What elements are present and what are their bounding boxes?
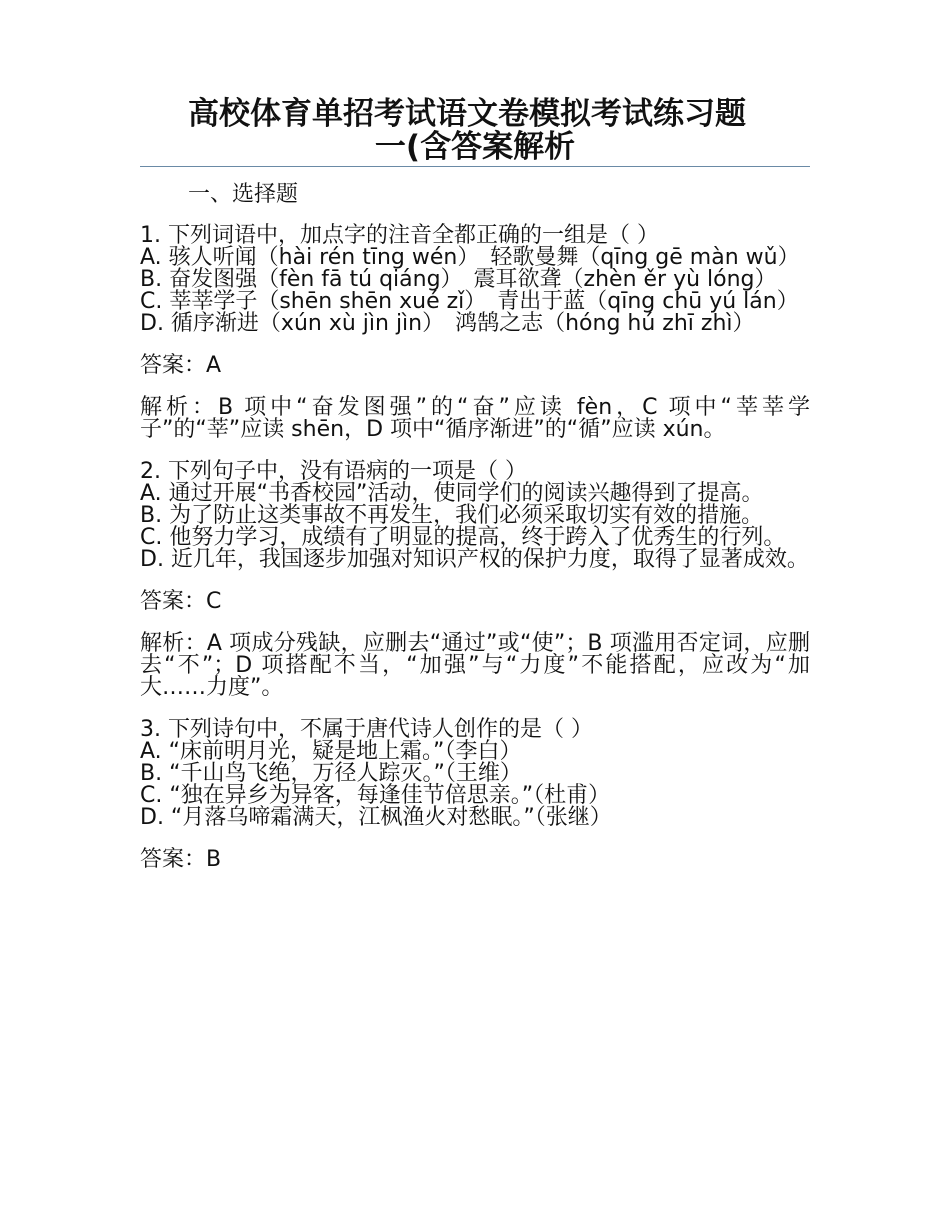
question-stem: 2. 下列句子中，没有语病的一项是（ ） [140, 459, 527, 484]
analysis: 解析：A 项成分残缺，应删去“通过”或“使”；B 项滥用否定词，应删去“不”；D 项搭配不当，“加强”与“力度”不能搭配，应改为“加大……力度”。 [140, 631, 810, 700]
answer: 答案：A [140, 353, 222, 378]
option-b: B. 为了防止这类事故不再发生，我们必须采取切实有效的措施。 [140, 503, 764, 528]
option-d: D. “月落乌啼霜满天，江枫渔火对愁眠。”（张继） [140, 805, 612, 830]
option-b: B. “千山鸟飞绝，万径人踪灭。”（王维） [140, 761, 522, 786]
option-d: D. 近几年，我国逐步加强对知识产权的保护力度，取得了显著成效。 [140, 547, 809, 572]
option-a: A. 通过开展“书香校园”活动，使同学们的阅读兴趣得到了提高。 [140, 481, 764, 506]
option-a: A. 骇人听闻（hài rén tīng wén） 轻歌曼舞（qīng gē màn wǔ） [140, 245, 800, 270]
option-c: C. 莘莘学子（shēn shēn xué zǐ） 青出于蓝（qīng chū yú lán） [140, 289, 799, 314]
section-heading: 一、选择题 [188, 182, 299, 207]
analysis: 解析：B 项中“奋发图强”的“奋”应读 fèn，C 项中“莘莘学子”的“莘”应读 shēn，D 项中“循序渐进”的“循”应读 xún。 [140, 395, 810, 442]
answer: 答案：C [140, 589, 222, 614]
question-stem: 3. 下列诗句中，不属于唐代诗人创作的是（ ） [140, 717, 593, 742]
option-d: D. 循序渐进（xún xù jìn jìn） 鸿鹄之志（hóng hú zhī zhì） [140, 311, 755, 336]
question-stem: 1. 下列词语中，加点字的注音全都正确的一组是（ ） [140, 223, 659, 248]
questions-list [140, 225, 810, 873]
option-a: A. “床前明月光，疑是地上霜。”（李白） [140, 739, 522, 764]
document-title [140, 98, 810, 167]
option-c: C. “独在异乡为异客，每逢佳节倍思亲。”（杜甫） [140, 783, 611, 808]
question-1 [140, 225, 810, 441]
question-3 [140, 719, 810, 873]
option-b: B. 奋发图强（fèn fā tú qiáng） 震耳欲聋（zhèn ěr yù lóng） [140, 267, 777, 292]
title-line-1: 高校体育单招考试语文卷模拟考试练习题 [188, 96, 746, 132]
answer: 答案：B [140, 847, 222, 872]
option-c: C. 他努力学习，成绩有了明显的提高，终于跨入了优秀生的行列。 [140, 525, 786, 550]
question-2 [140, 461, 810, 699]
title-line-2: 一(含答案解析 [374, 129, 576, 165]
